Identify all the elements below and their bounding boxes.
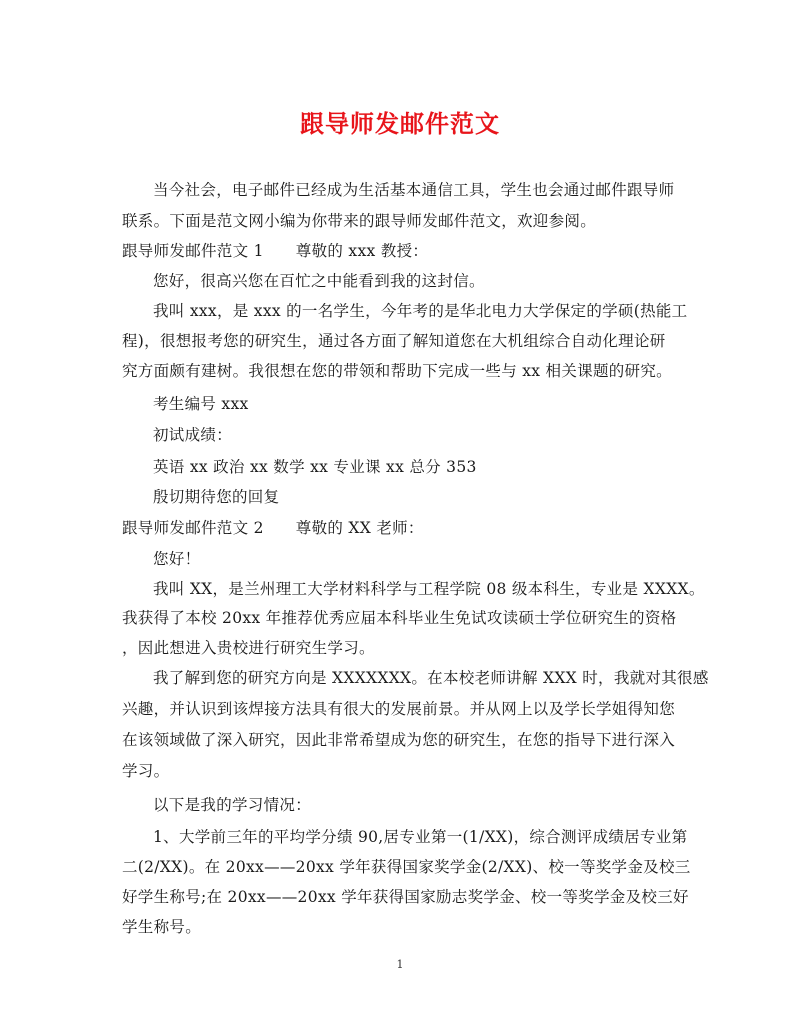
paragraph-line: 以下是我的学习情况： <box>153 796 312 814</box>
paragraph-line: 我叫 xxx，是 xxx 的一名学生，今年考的是华北电力大学保定的学硕(热能工 <box>153 302 688 320</box>
paragraph-line: 您好！ <box>153 550 201 568</box>
salutation: 尊敬的 XX 老师： <box>295 519 424 537</box>
paragraph-line: 程)，很想报考您的研究生，通过各方面了解知道您在大机组综合自动化理论研 <box>122 332 666 350</box>
paragraph-line: 考生编号 xxx <box>153 395 249 413</box>
paragraph-line: 二(2/XX)。在 20xx——20xx 学年获得国家奖学金(2/XX)、校一等奖学金及校三 <box>122 858 691 876</box>
paragraph-line: ，因此想进入贵校进行研究生学习。 <box>122 639 375 657</box>
paragraph-line: 学习。 <box>122 762 170 780</box>
sample-heading: 跟导师发邮件范文 1 <box>122 242 264 260</box>
paragraph-line: 联系。下面是范文网小编为你带来的跟导师发邮件范文，欢迎参阅。 <box>122 212 597 230</box>
document-title: 跟导师发邮件范文 <box>300 109 500 138</box>
paragraph-line: 我获得了本校 20xx 年推荐优秀应届本科毕业生免试攻读硕士学位研究生的资格 <box>122 609 677 627</box>
paragraph-line: 究方面颇有建树。我很想在您的带领和帮助下完成一些与 xx 相关课题的研究。 <box>122 362 672 380</box>
paragraph-line: 1、大学前三年的平均学分绩 90,居专业第一(1/XX)，综合测评成绩居专业第 <box>153 828 688 846</box>
paragraph-line: 学生称号。 <box>122 918 202 936</box>
sample-1-heading-line <box>122 241 428 261</box>
paragraph-line: 初试成绩： <box>153 426 233 444</box>
paragraph-line: 殷切期待您的回复 <box>153 488 280 506</box>
page-number: 1 <box>396 958 404 971</box>
paragraph-line: 好学生称号;在 20xx——20xx 学年获得国家励志奖学金、校一等奖学金及校三好 <box>122 888 689 906</box>
paragraph-line: 兴趣，并认识到该焊接方法具有很大的发展前景。并从网上以及学长学姐得知您 <box>122 700 676 718</box>
paragraph-line: 当今社会，电子邮件已经成为生活基本通信工具，学生也会通过邮件跟导师 <box>153 181 675 199</box>
paragraph-line: 英语 xx 政治 xx 数学 xx 专业课 xx 总分 353 <box>153 458 477 476</box>
sample-2-heading-line <box>122 518 424 538</box>
paragraph-line: 我叫 XX，是兰州理工大学材料科学与工程学院 08 级本科生，专业是 XXXX。 <box>153 580 705 598</box>
paragraph-line: 在该领域做了深入研究，因此非常希望成为您的研究生，在您的指导下进行深入 <box>122 731 676 749</box>
paragraph-line: 您好，很高兴您在百忙之中能看到我的这封信。 <box>153 272 485 290</box>
sample-heading: 跟导师发邮件范文 2 <box>122 519 264 537</box>
salutation: 尊敬的 xxx 教授： <box>295 242 429 260</box>
paragraph-line: 我了解到您的研究方向是 XXXXXXX。在本校老师讲解 XXX 时，我就对其很感 <box>153 669 709 687</box>
